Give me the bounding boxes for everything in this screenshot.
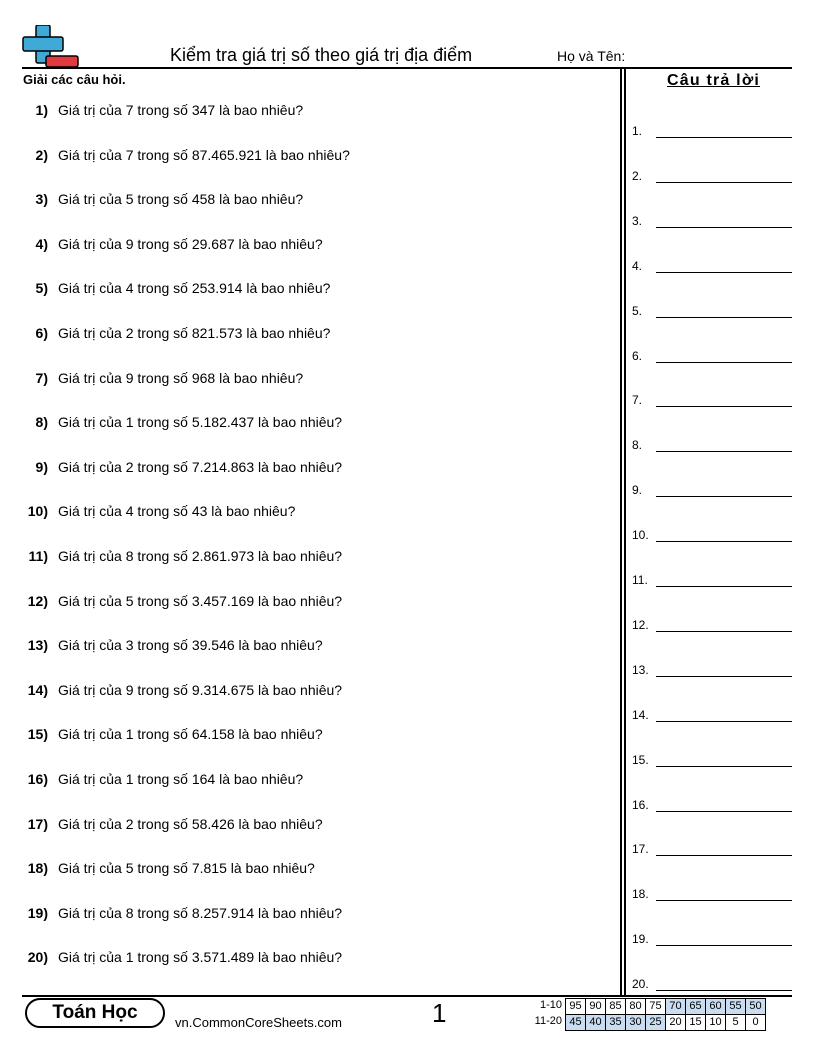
question-number: 16) [27, 771, 48, 787]
answer-number: 10. [632, 528, 649, 543]
score-cell: 10 [706, 1015, 726, 1031]
answer-blank-line[interactable] [656, 811, 792, 812]
answer-number: 8. [632, 438, 643, 453]
answer-number: 15. [632, 752, 649, 767]
answer-item [632, 975, 792, 991]
answer-blank-line[interactable] [656, 855, 792, 856]
question-number: 8) [35, 414, 48, 431]
question-number: 1) [35, 102, 48, 118]
score-cell: 40 [586, 1015, 606, 1031]
column-divider-left [620, 68, 622, 996]
question-text: Giá trị của 4 trong số 43 là bao nhiêu? [58, 503, 296, 520]
answer-blank-line[interactable] [656, 317, 792, 318]
header-divider [22, 67, 792, 69]
answer-blank-line[interactable] [656, 182, 792, 183]
answer-blank-line[interactable] [656, 227, 792, 228]
answer-blank-line[interactable] [656, 721, 792, 722]
answer-blank-line[interactable] [656, 766, 792, 767]
question-number: 6) [35, 325, 48, 341]
answer-number: 14. [632, 707, 649, 722]
question-number: 19) [27, 904, 48, 921]
answer-number: 12. [632, 617, 649, 632]
answer-number: 1. [632, 124, 643, 138]
answer-number: 3. [632, 213, 643, 228]
answer-item [632, 526, 792, 542]
answer-number: 7. [632, 393, 643, 408]
question-text: Giá trị của 5 trong số 7.815 là bao nhiêu? [58, 860, 315, 877]
answer-blank-line[interactable] [656, 676, 792, 677]
answer-blank-line[interactable] [656, 362, 792, 363]
answer-number: 5. [632, 303, 643, 318]
question-text: Giá trị của 9 trong số 9.314.675 là bao nhiêu? [58, 681, 343, 698]
question-number: 15) [27, 726, 48, 743]
question-text: Giá trị của 9 trong số 29.687 là bao nhiêu? [58, 235, 323, 252]
question-number: 2) [35, 146, 48, 163]
answer-blank-line[interactable] [656, 586, 792, 587]
question-number: 11) [28, 548, 48, 564]
answers-title: Câu trả lời [667, 72, 761, 89]
column-divider-right [624, 68, 626, 996]
score-cell: 95 [566, 999, 586, 1015]
footer-divider [22, 995, 792, 997]
answer-number: 6. [632, 348, 643, 363]
question-text: Giá trị của 2 trong số 58.426 là bao nhiêu? [58, 815, 323, 832]
question-text: Giá trị của 1 trong số 5.182.437 là bao nhiêu? [58, 414, 343, 431]
answer-item [632, 481, 792, 497]
answer-blank-line[interactable] [656, 496, 792, 497]
question-text: Giá trị của 4 trong số 253.914 là bao nhiêu? [58, 280, 331, 297]
answer-blank-line[interactable] [656, 631, 792, 632]
question-text: Giá trị của 5 trong số 3.457.169 là bao nhiêu? [58, 592, 343, 609]
answer-blank-line[interactable] [656, 137, 792, 138]
question-text: Giá trị của 1 trong số 3.571.489 là bao nhiêu? [58, 949, 343, 966]
answer-item [632, 257, 792, 273]
question-number: 17) [27, 815, 48, 832]
answer-item [632, 930, 792, 946]
score-cell: 70 [666, 999, 686, 1015]
question-number: 13) [27, 637, 48, 654]
score-row [566, 1015, 766, 1031]
answer-blank-line[interactable] [656, 945, 792, 946]
answer-item [632, 436, 792, 452]
answer-number: 20. [632, 977, 649, 992]
score-row1-label: 1-10 [539, 999, 562, 1011]
plus-minus-logo-icon [22, 25, 80, 69]
question-number: 12) [27, 592, 48, 609]
score-cell: 35 [606, 1015, 626, 1031]
answer-blank-line[interactable] [656, 990, 792, 991]
score-cell: 25 [646, 1015, 666, 1031]
question-number: 3) [35, 191, 48, 208]
answer-item [632, 122, 792, 138]
question-text: Giá trị của 5 trong số 458 là bao nhiêu? [58, 191, 304, 208]
name-label: Họ và Tên: [557, 48, 626, 64]
question-text: Giá trị của 8 trong số 2.861.973 là bao nhiêu? [58, 548, 343, 564]
answer-item [632, 167, 792, 183]
score-cell: 15 [686, 1015, 706, 1031]
answer-blank-line[interactable] [656, 451, 792, 452]
score-cell: 75 [646, 999, 666, 1015]
score-cell: 80 [626, 999, 646, 1015]
answer-item [632, 885, 792, 901]
answer-blank-line[interactable] [656, 272, 792, 273]
brand-badge: Toán Học [25, 998, 165, 1028]
score-cell: 20 [666, 1015, 686, 1031]
score-row2-label: 11-20 [534, 1015, 562, 1027]
score-cell: 5 [726, 1015, 746, 1031]
answer-item [632, 347, 792, 363]
score-cell: 90 [586, 999, 606, 1015]
answer-number: 17. [632, 842, 649, 857]
question-text: Giá trị của 7 trong số 87.465.921 là bao nhiêu? [58, 146, 350, 163]
answer-item [632, 751, 792, 767]
answer-number: 9. [632, 483, 643, 498]
answer-number: 19. [632, 932, 649, 947]
score-cell: 65 [686, 999, 706, 1015]
answer-item [632, 616, 792, 632]
answer-item [632, 661, 792, 677]
question-number: 9) [35, 458, 48, 475]
answer-number: 16. [632, 797, 649, 812]
instructions: Giải các câu hỏi. [23, 72, 126, 87]
question-number: 18) [27, 860, 48, 877]
worksheet-title: Kiểm tra giá trị số theo giá trị địa điểm [170, 45, 473, 65]
question-text: Giá trị của 3 trong số 39.546 là bao nhiêu? [58, 637, 323, 654]
answer-blank-line[interactable] [656, 541, 792, 542]
answer-number: 2. [632, 168, 643, 183]
answer-item [632, 840, 792, 856]
answer-blank-line[interactable] [656, 406, 792, 407]
question-number: 4) [35, 235, 48, 252]
site-url: vn.CommonCoreSheets.com [175, 1015, 342, 1030]
page-number: 1 [432, 998, 447, 1028]
answer-number: 13. [632, 662, 649, 677]
answer-item [632, 706, 792, 722]
question-number: 14) [27, 681, 48, 698]
score-cell: 60 [706, 999, 726, 1015]
score-cell: 30 [626, 1015, 646, 1031]
answer-item [632, 796, 792, 812]
question-number: 10) [27, 503, 48, 520]
score-cell: 50 [746, 999, 766, 1015]
question-number: 20) [27, 949, 48, 966]
score-cell: 45 [566, 1015, 586, 1031]
question-text: Giá trị của 9 trong số 968 là bao nhiêu? [58, 369, 304, 386]
answer-item [632, 212, 792, 228]
answer-item [632, 391, 792, 407]
question-number: 5) [35, 280, 48, 297]
score-cell: 55 [726, 999, 746, 1015]
answer-number: 18. [632, 887, 649, 902]
score-row [566, 999, 766, 1015]
score-cell: 0 [746, 1015, 766, 1031]
question-text: Giá trị của 1 trong số 64.158 là bao nhiêu? [58, 726, 323, 743]
score-table [565, 998, 766, 1031]
question-text: Giá trị của 2 trong số 7.214.863 là bao nhiêu? [58, 458, 343, 475]
question-number: 7) [35, 369, 48, 386]
question-text: Giá trị của 8 trong số 8.257.914 là bao nhiêu? [58, 904, 343, 921]
answer-number: 4. [632, 258, 643, 273]
question-text: Giá trị của 2 trong số 821.573 là bao nhiêu? [58, 325, 331, 341]
answer-blank-line[interactable] [656, 900, 792, 901]
score-cell: 85 [606, 999, 626, 1015]
answer-item [632, 571, 792, 587]
question-text: Giá trị của 7 trong số 347 là bao nhiêu? [58, 102, 304, 118]
answer-number: 11. [632, 573, 648, 587]
question-text: Giá trị của 1 trong số 164 là bao nhiêu? [58, 771, 304, 787]
answer-item [632, 302, 792, 318]
